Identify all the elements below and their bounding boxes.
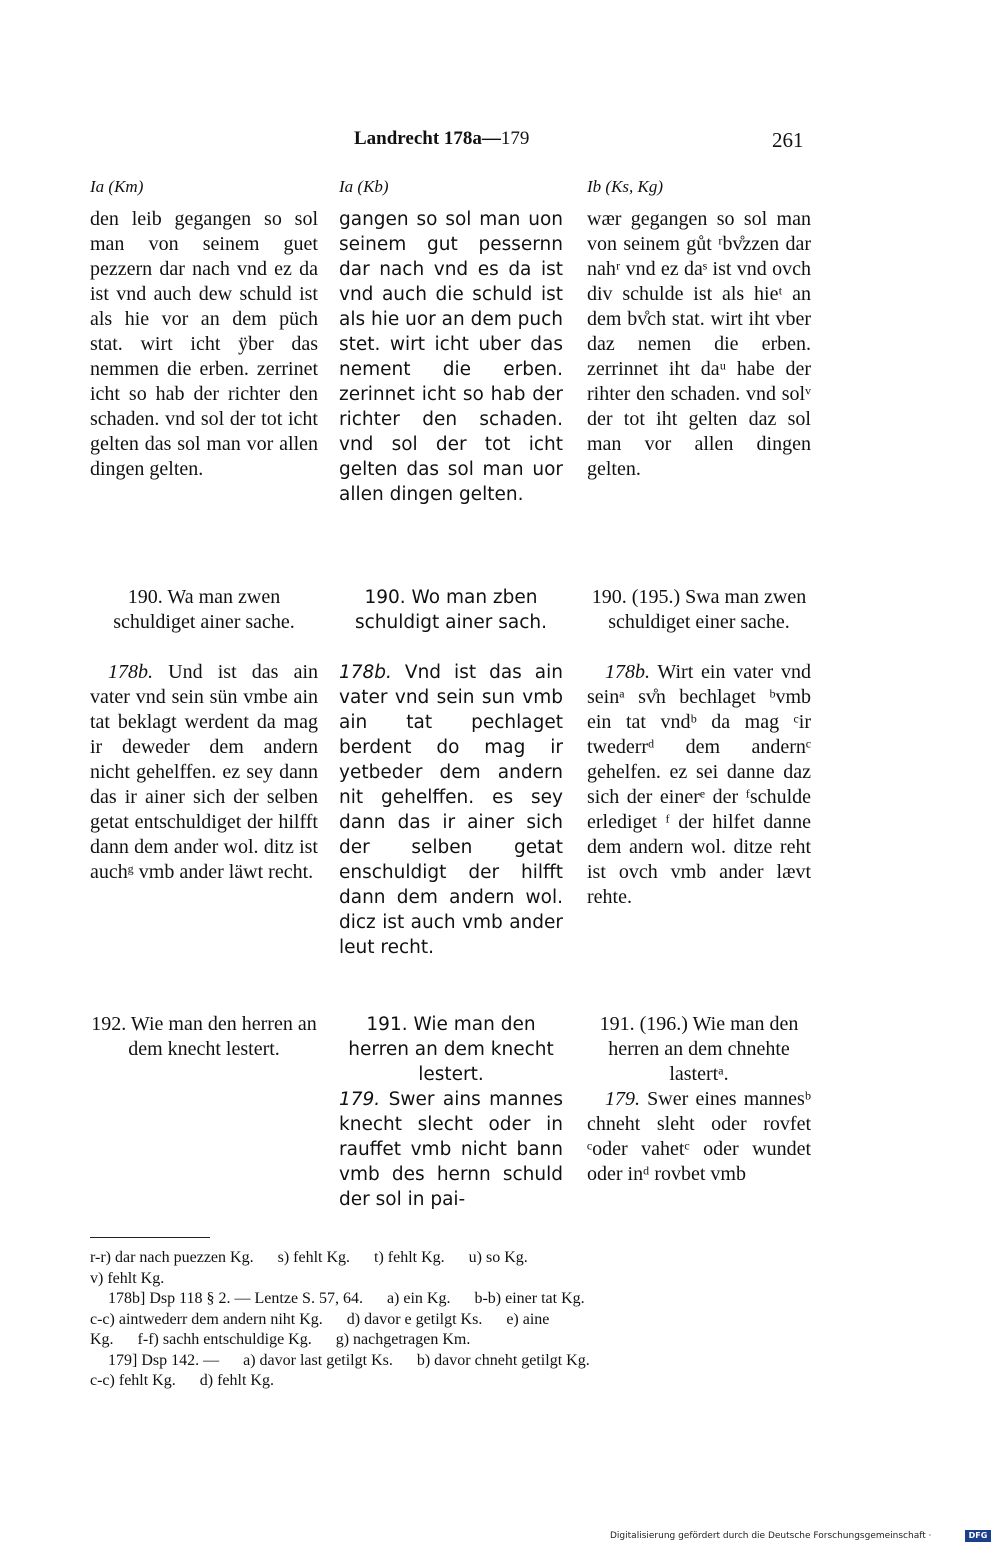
paragraph-178b (587, 660, 811, 910)
footnotes (90, 1248, 814, 1392)
running-title: Landrecht 178a— (354, 128, 501, 149)
running-range: 179 (500, 128, 530, 149)
running-head (354, 128, 529, 150)
heading-191: 191. (196.) Wie man den herren an dem chnehte lastertᵃ. (599, 1013, 799, 1085)
footnote-rule (90, 1237, 210, 1238)
section-number: 179. (339, 1089, 381, 1110)
paragraph-178a: den leib gegangen so sol man von seinem guet pezzern dar nach vnd ez da ist vnd auch dew schuld ist als hie vor an dem püch stat. wirt icht ӱber das nemmen die erben. zerrinet icht so hab der richter den schaden. vnd sol der tot icht gelten das sol man vor allen dingen gelten. (90, 208, 318, 480)
section-text: Wirt ein vater vnd seinᵃ sv̊n bechlaget ᵇvmb ein tat vndᵇ da mag ᶜir twederrᵈ dem andernᶜ gehelfen. ez sei danne daz sich der einerᵉ der ᶠschulde erlediget ᶠ der hilfet danne dem andern wol. ditze reht ist ovch vmb ander lævt rehte. (587, 661, 811, 908)
section-number: 178b. (339, 662, 392, 683)
section-text: Swer eines mannesᵇ chneht sleht oder rovfet ᶜoder vahetᶜ oder wundet oder inᵈ rovbet vmb (587, 1088, 811, 1185)
dfg-logo-icon: DFG (965, 1530, 991, 1542)
column-label: Ib (Ks, Kg) (587, 177, 664, 196)
paragraph-178b (339, 660, 563, 960)
section-number: 178b. (108, 661, 153, 683)
paragraph-178a: wær gegangen so sol man von seinem gůt ʳbv̊zzen dar nahʳ vnd ez daˢ ist vnd ovch div schulde ist als hieᵗ an dem bv̊ch stat. wirt iht vber daz nemen die erben. zerrinnet iht daᵘ habe der rihter den schaden. vnd solᵛ der tot iht gelten daz sol man vor allen dingen gelten. (587, 208, 811, 480)
heading-192: 192. Wie man den herren an dem knecht lestert. (91, 1013, 317, 1060)
footnote-line: 178b] Dsp 118 § 2. — Lentze S. 57, 64. a) ein Kg. b-b) einer tat Kg. (108, 1290, 585, 1307)
heading-190: 190. (195.) Swa man zwen schuldiget einer sache. (591, 586, 807, 633)
digitization-credit: Digitalisierung gefördert durch die Deutsche Forschungsgemeinschaft · (610, 1531, 932, 1541)
section-text: Vnd ist das ain vater vnd sein sun vmb ain tat pechlaget berdent do mag ir yetbeder dem andern nit gehelffen. es sey dann das ir ainer sich der selben getat enschuldigt der hilfft dann dem andern wol. dicz ist auch vmb ander leut recht. (339, 662, 563, 958)
column-label: Ia (Kb) (339, 177, 389, 196)
paragraph-178b (90, 660, 318, 885)
paragraph-178a: gangen so sol man uon seinem gut pessernn dar nach vnd es da ist vnd auch die schuld ist als hie uor an dem puch stet. wirt icht uber das nement die erben. zerinnet icht so hab der richter den schaden. vnd sol der tot icht gelten das sol man uor allen dingen gelten. (339, 209, 563, 505)
footnote-line: r-r) dar nach puezzen Kg. s) fehlt Kg. t) fehlt Kg. u) so Kg. (90, 1249, 528, 1266)
footnote-line: c-c) fehlt Kg. d) fehlt Kg. (90, 1372, 274, 1389)
section-number: 178b. (605, 661, 650, 683)
footnote-line: Kg. f-f) sachh entschuldige Kg. g) nachgetragen Km. (90, 1331, 471, 1348)
section-number: 179. (605, 1088, 640, 1110)
section-text: Und ist das ain vater vnd sein sün vmbe ain tat beklagt werdent da mag ir deweder dem andern nicht gehelffen. ez sey dann das ir ainer sich der selben getat entschuldiget der hilfft dann dem ander wol. ditz ist auchᵍ vmb ander läwt recht. (90, 661, 318, 883)
footnote-line: c-c) aintwederr dem andern niht Kg. d) davor e getilgt Ks. e) aine (90, 1310, 550, 1328)
page-number: 261 (772, 128, 804, 152)
footnote-line: 179] Dsp 142. — a) davor last getilgt Ks. b) davor chneht getilgt Kg. (108, 1351, 590, 1369)
heading-191: 191. Wie man den herren an dem knecht lestert. (348, 1014, 554, 1085)
column-label: Ia (Km) (90, 177, 144, 196)
heading-190: 190. Wo man zben schuldigt ainer sach. (355, 587, 547, 633)
footnote-line: v) fehlt Kg. (90, 1269, 165, 1287)
paragraph-179 (339, 1087, 563, 1212)
heading-190: 190. Wa man zwen schuldiget ainer sache. (113, 586, 295, 633)
paragraph-179 (587, 1087, 811, 1187)
section-text: Swer ains mannes knecht slecht oder in rauffet vmb nicht bann vmb des hernn schuld der sol in pai- (339, 1089, 563, 1210)
